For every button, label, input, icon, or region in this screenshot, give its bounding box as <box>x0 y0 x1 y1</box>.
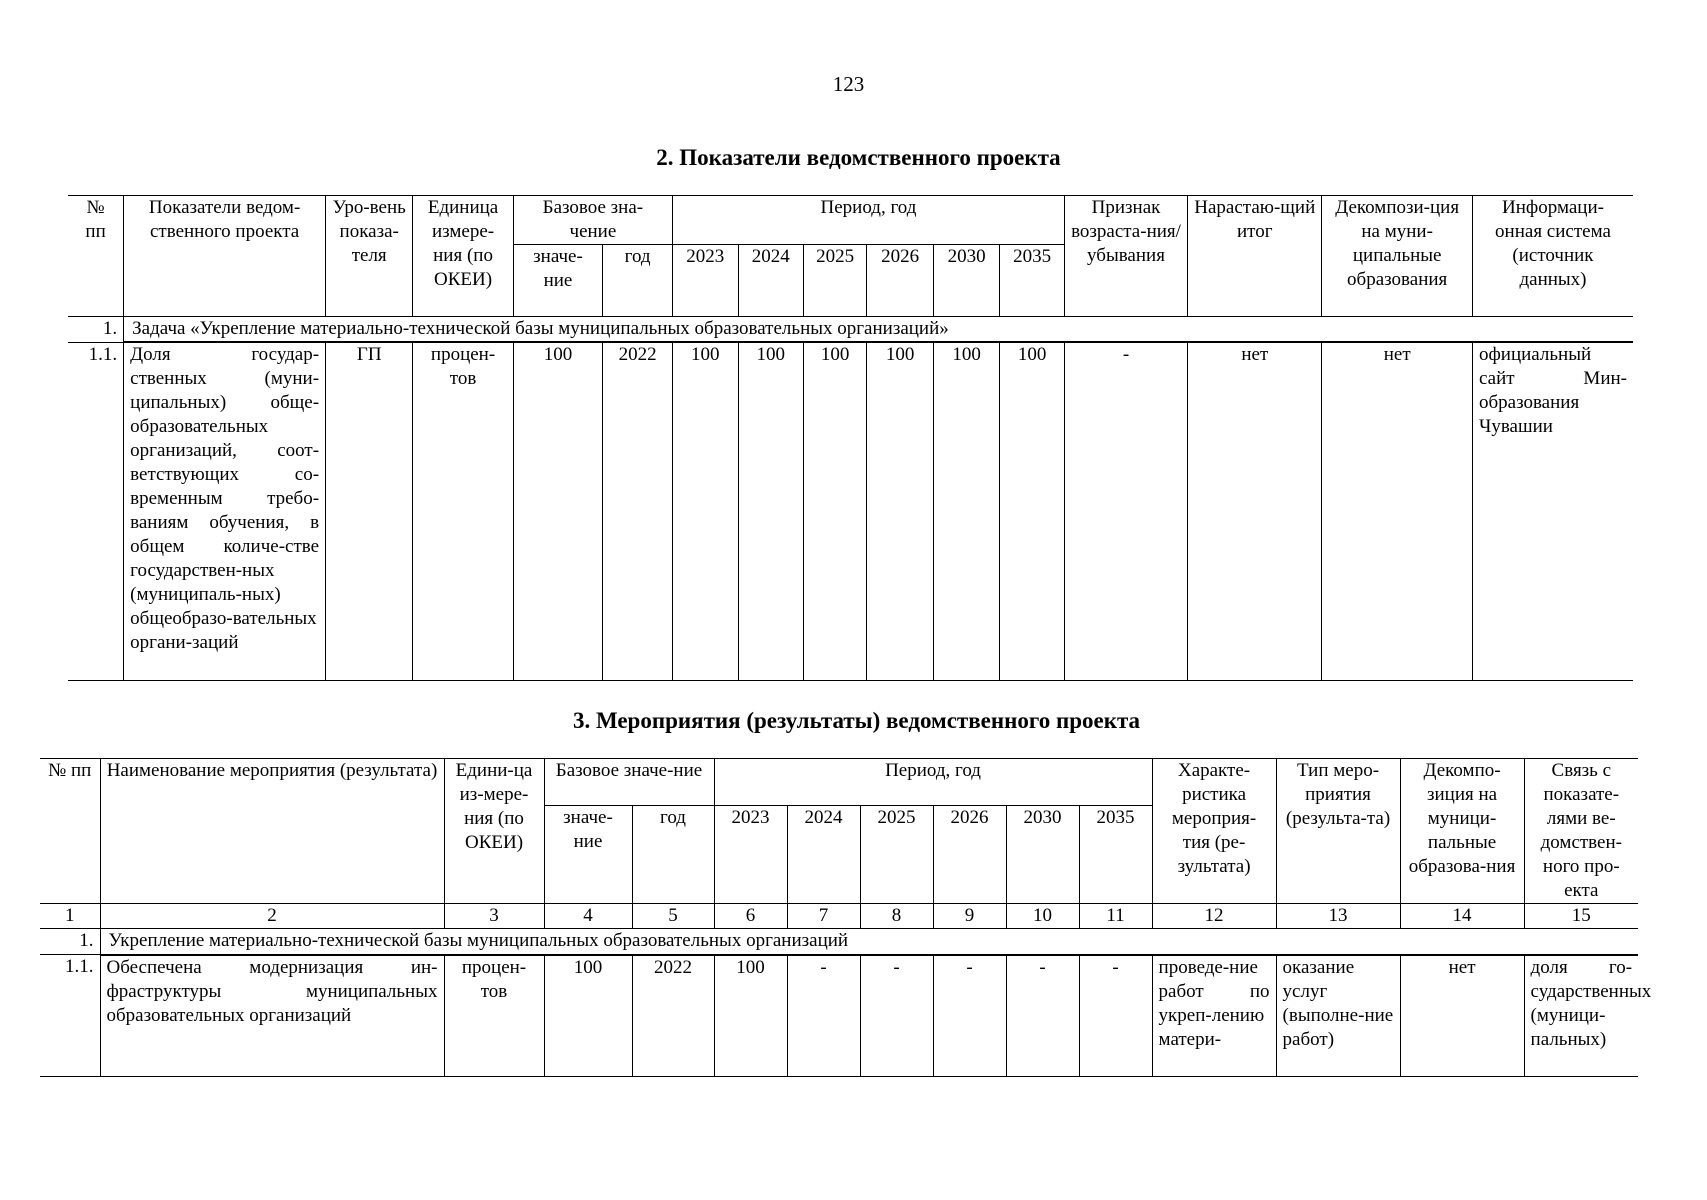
header-link: Связь с показате-лями ве-домствен-ного про-екта <box>1524 759 1638 904</box>
task-num: 1. <box>68 317 124 343</box>
header-base: Базовое значе-ние <box>544 759 714 806</box>
header-type: Тип меро-приятия (результа-та) <box>1276 759 1400 904</box>
header-base-year: год <box>632 806 714 904</box>
row-num: 1.1. <box>40 955 100 1077</box>
page-number: 123 <box>832 72 865 96</box>
row-activity-name: Обеспечена модернизация ин-фраструктуры муниципальных образовательных организаций <box>100 955 444 1077</box>
column-number: 6 <box>714 904 787 929</box>
indicators-table <box>68 195 1633 681</box>
column-number: 14 <box>1400 904 1524 929</box>
row-characteristic: проведе-ние работ по укреп-лению матери- <box>1152 955 1276 1077</box>
column-number: 1 <box>40 904 100 929</box>
header-year: 2035 <box>1000 245 1064 317</box>
header-year: 2025 <box>804 245 867 317</box>
header-level: Уро-вень показа-теля <box>326 196 413 317</box>
header-base: Базовое зна-чение <box>513 196 672 245</box>
header-unit: Едини-ца из-мере-ния (по ОКЕИ) <box>444 759 544 904</box>
row-value: 100 <box>714 955 787 1077</box>
header-year: 2024 <box>738 245 803 317</box>
column-number: 11 <box>1079 904 1152 929</box>
row-value: - <box>787 955 860 1077</box>
header-characteristic: Характе-ристика мероприя-тия (ре-зультата) <box>1152 759 1276 904</box>
header-period: Период, год <box>673 196 1065 245</box>
column-number: 7 <box>787 904 860 929</box>
row-cumulative: нет <box>1188 342 1322 680</box>
table-row <box>40 955 1638 1077</box>
header-year: 2030 <box>1006 806 1079 904</box>
header-year: 2023 <box>714 806 787 904</box>
section-2-title: 2. Показатели ведомственного проекта <box>656 145 1061 170</box>
task-text: Укрепление материально-технической базы муниципальных образовательных организаций <box>100 929 1638 955</box>
row-level: ГП <box>326 342 413 680</box>
task-num: 1. <box>40 929 100 955</box>
header-base-value: значе-ние <box>544 806 632 904</box>
header-indicator: Показатели ведом-ственного проекта <box>124 196 326 317</box>
header-decomposition: Декомпози-ция на муни-ципальные образования <box>1322 196 1473 317</box>
header-year: 2035 <box>1079 806 1152 904</box>
row-decomposition: нет <box>1322 342 1473 680</box>
row-base-value: 100 <box>513 342 602 680</box>
header-num: № пп <box>40 759 100 904</box>
header-year: 2026 <box>933 806 1006 904</box>
column-number: 4 <box>544 904 632 929</box>
column-number: 3 <box>444 904 544 929</box>
header-period: Период, год <box>714 759 1152 806</box>
column-numbers-row <box>40 904 1638 929</box>
table-header-row <box>40 759 1638 806</box>
row-growth: - <box>1064 342 1187 680</box>
row-value: 100 <box>804 342 867 680</box>
row-info-system: официальный сайт Мин-образования Чувашии <box>1472 342 1633 680</box>
header-year: 2023 <box>673 245 738 317</box>
row-value: 100 <box>867 342 934 680</box>
row-link: доля го-сударственных (муници-пальных) <box>1524 955 1638 1077</box>
column-number: 13 <box>1276 904 1400 929</box>
table-header-row <box>68 196 1633 245</box>
header-year: 2024 <box>787 806 860 904</box>
header-year: 2030 <box>933 245 1000 317</box>
row-num: 1.1. <box>68 342 124 680</box>
table-row <box>68 342 1633 680</box>
row-unit: процен-тов <box>413 342 513 680</box>
row-value: - <box>860 955 933 1077</box>
header-cumulative: Нарастаю-щий итог <box>1188 196 1322 317</box>
task-row <box>68 317 1633 343</box>
row-value: 100 <box>1000 342 1064 680</box>
header-info-system: Информаци-онная система (источник данных) <box>1472 196 1633 317</box>
row-indicator-name: Доля государ-ственных (муни-ципальных) обще-образовательных организаций, соот-ветствующих со-временным требо-ваниям обучения, в общем количе-стве государствен-ных (муниципаль-ных) общеобразо-вательных органи-заций <box>124 342 326 680</box>
header-decomposition: Декомпо-зиция на муници-пальные образова-ния <box>1400 759 1524 904</box>
header-year: 2025 <box>860 806 933 904</box>
column-number: 12 <box>1152 904 1276 929</box>
row-value: - <box>1006 955 1079 1077</box>
row-base-year: 2022 <box>603 342 673 680</box>
row-value: - <box>1079 955 1152 1077</box>
header-base-value: значе-ние <box>513 245 602 317</box>
row-base-value: 100 <box>544 955 632 1077</box>
row-base-year: 2022 <box>632 955 714 1077</box>
header-num: № пп <box>68 196 124 317</box>
row-type: оказание услуг (выполне-ние работ) <box>1276 955 1400 1077</box>
header-unit: Единица измере-ния (по ОКЕИ) <box>413 196 513 317</box>
activities-table <box>40 758 1652 1077</box>
row-value: - <box>933 955 1006 1077</box>
row-decomposition: нет <box>1400 955 1524 1077</box>
task-row <box>40 929 1638 955</box>
row-unit: процен-тов <box>444 955 544 1077</box>
column-number: 2 <box>100 904 444 929</box>
header-base-year: год <box>603 245 673 317</box>
row-value: 100 <box>673 342 738 680</box>
row-value: 100 <box>933 342 1000 680</box>
header-growth: Признак возраста-ния/ убывания <box>1064 196 1187 317</box>
header-year: 2026 <box>867 245 934 317</box>
column-number: 8 <box>860 904 933 929</box>
column-number: 10 <box>1006 904 1079 929</box>
row-value: 100 <box>738 342 803 680</box>
section-3-title: 3. Мероприятия (результаты) ведомственного проекта <box>572 708 1141 733</box>
task-text: Задача «Укрепление материально-технической базы муниципальных образовательных организаций» <box>124 317 1633 343</box>
column-number: 9 <box>933 904 1006 929</box>
column-number: 5 <box>632 904 714 929</box>
header-name: Наименование мероприятия (результата) <box>100 759 444 904</box>
column-number: 15 <box>1524 904 1638 929</box>
